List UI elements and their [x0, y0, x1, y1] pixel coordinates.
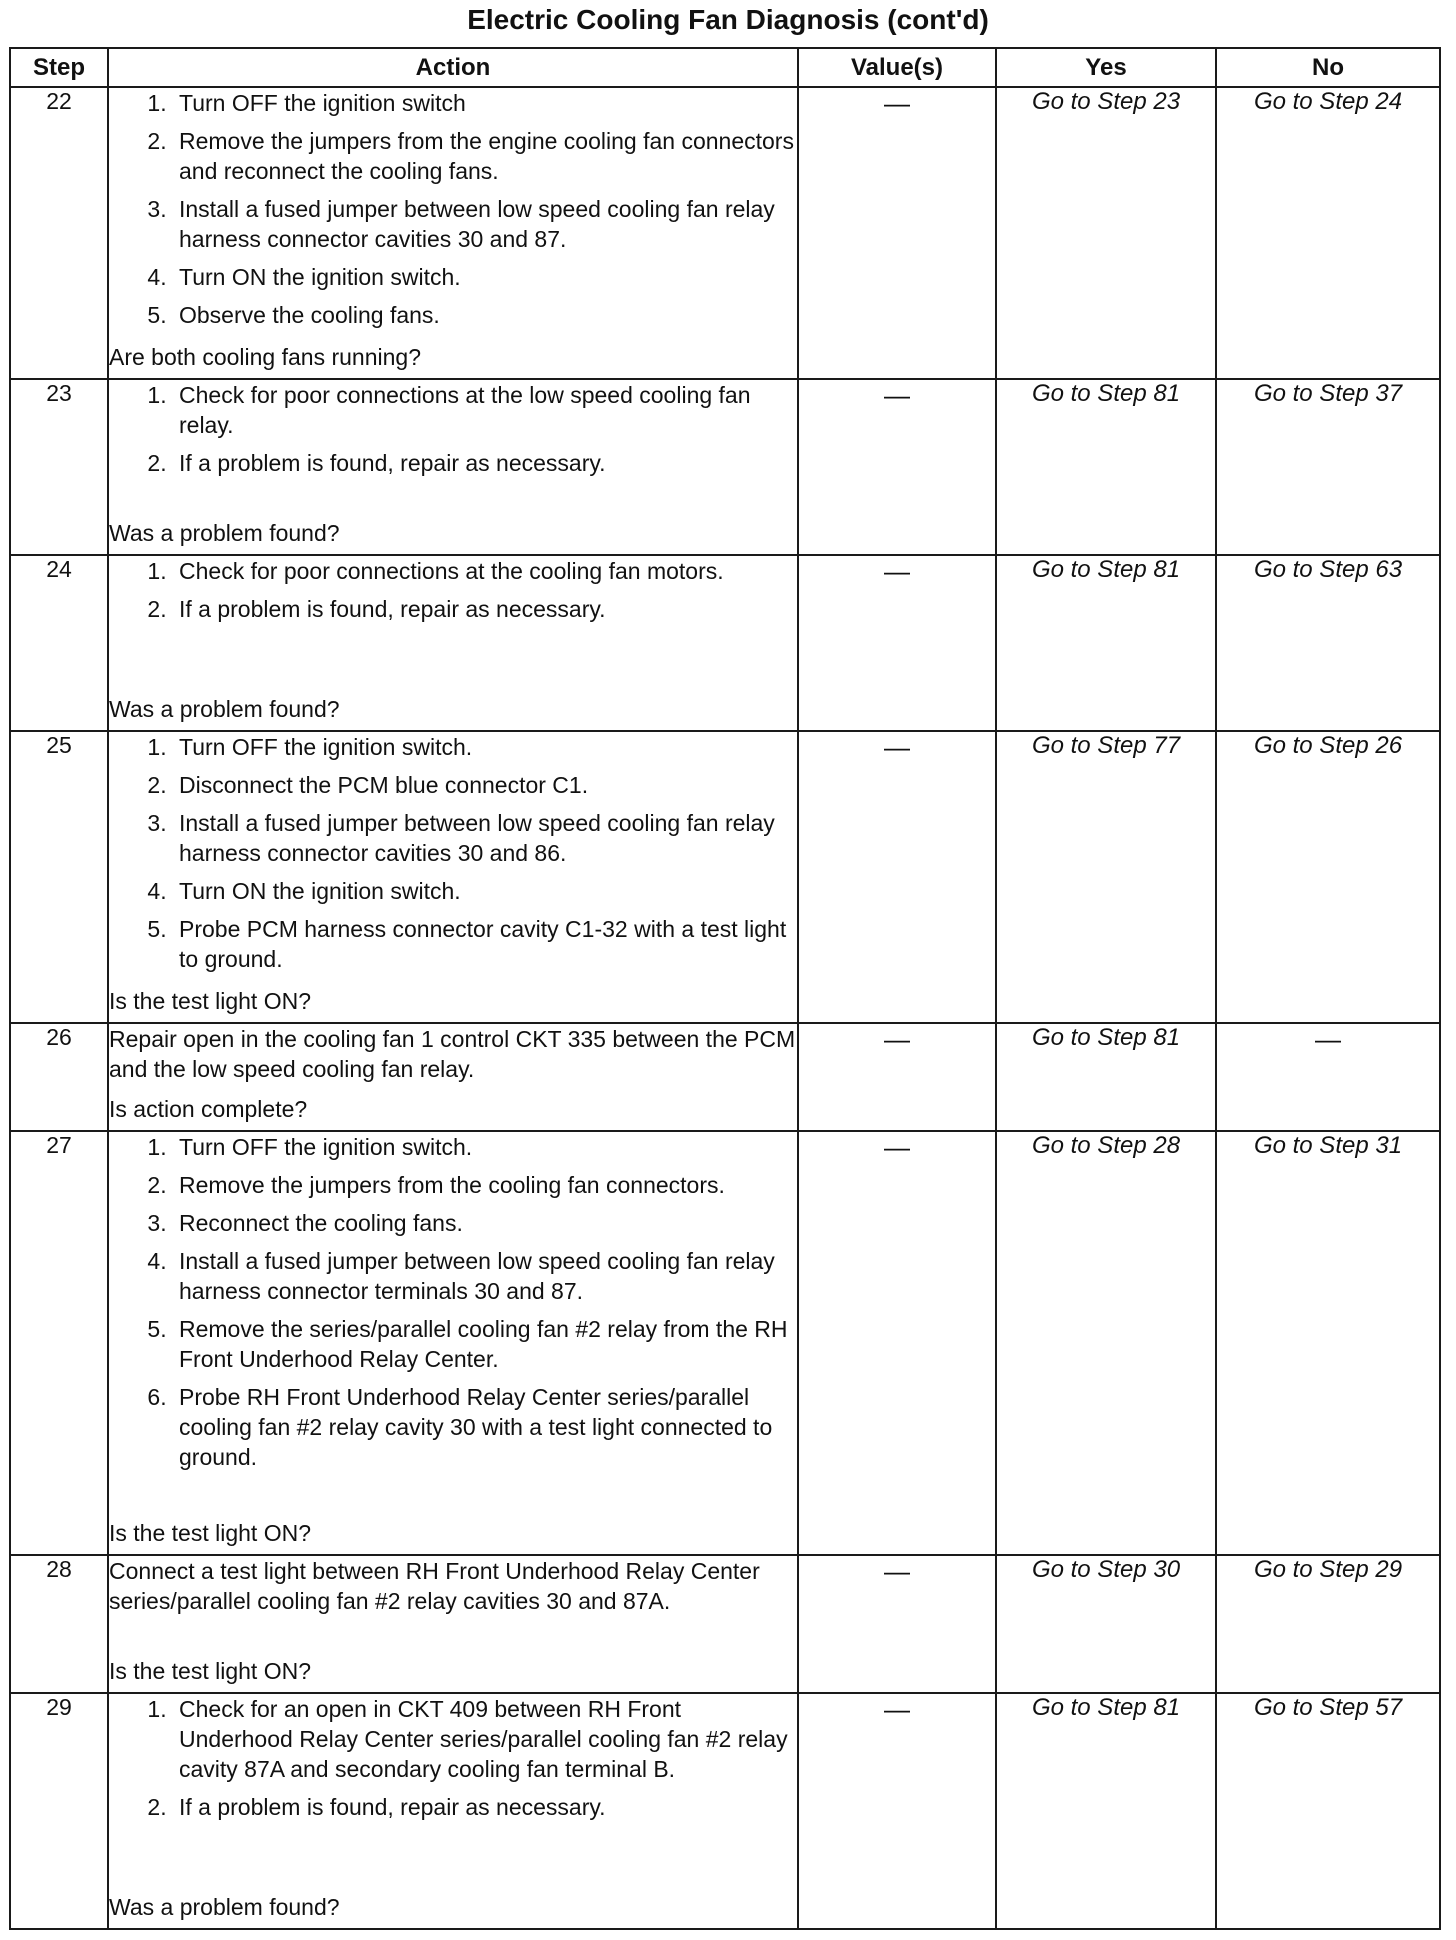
- action-list: [109, 88, 797, 330]
- action-item: 6. Probe RH Front Underhood Relay Center series/parallel cooling fan #2 relay cavity 30 with a test light connected to ground.: [173, 1382, 797, 1472]
- action-text: Repair open in the cooling fan 1 control CKT 335 between the PCM and the low speed cooling fan relay.: [109, 1026, 796, 1082]
- action-item: 2. If a problem is found, repair as necessary.: [173, 1792, 797, 1822]
- page-title: Electric Cooling Fan Diagnosis (cont'd): [467, 4, 989, 35]
- action-item: 1. Check for poor connections at the cooling fan motors.: [173, 556, 797, 586]
- action-question: Is action complete?: [109, 1096, 308, 1122]
- action-question: Are both cooling fans running?: [109, 344, 421, 370]
- step-number: 29: [10, 1693, 108, 1929]
- value-cell: —: [798, 731, 996, 1023]
- action-cell: [108, 87, 798, 379]
- yes-cell: Go to Step 81: [996, 379, 1216, 555]
- action-item: 5. Observe the cooling fans.: [173, 300, 797, 330]
- step-number: 24: [10, 555, 108, 731]
- step-number: 27: [10, 1131, 108, 1555]
- table-row: [10, 731, 1440, 1023]
- value-cell: —: [798, 555, 996, 731]
- action-item: 1. Check for an open in CKT 409 between RH Front Underhood Relay Center series/parallel cooling fan #2 relay cavity 87A and secondary cooling fan terminal B.: [173, 1694, 797, 1784]
- yes-cell: Go to Step 28: [996, 1131, 1216, 1555]
- action-cell: [108, 1693, 798, 1929]
- action-item: 1. Check for poor connections at the low speed cooling fan relay.: [173, 380, 797, 440]
- yes-cell: Go to Step 81: [996, 555, 1216, 731]
- table-row: [10, 1693, 1440, 1929]
- no-cell: Go to Step 63: [1216, 555, 1440, 731]
- no-cell: Go to Step 26: [1216, 731, 1440, 1023]
- value-cell: —: [798, 87, 996, 379]
- action-question: Is the test light ON?: [109, 1520, 311, 1546]
- table-row: [10, 1131, 1440, 1555]
- header-action: Action: [108, 48, 798, 87]
- table-row: [10, 379, 1440, 555]
- action-cell: [108, 379, 798, 555]
- value-cell: —: [798, 1131, 996, 1555]
- action-item: 2. If a problem is found, repair as necessary.: [173, 594, 797, 624]
- table-row: [10, 1023, 1440, 1131]
- action-cell: [108, 1131, 798, 1555]
- action-item: 4. Turn ON the ignition switch.: [173, 876, 797, 906]
- no-cell: —: [1216, 1023, 1440, 1131]
- no-cell: Go to Step 57: [1216, 1693, 1440, 1929]
- no-cell: Go to Step 29: [1216, 1555, 1440, 1693]
- action-item: 2. Disconnect the PCM blue connector C1.: [173, 770, 797, 800]
- action-item: 5. Remove the series/parallel cooling fan #2 relay from the RH Front Underhood Relay Center.: [173, 1314, 797, 1374]
- action-item: 2. Remove the jumpers from the cooling fan connectors.: [173, 1170, 797, 1200]
- action-cell: [108, 1023, 798, 1131]
- no-cell: Go to Step 37: [1216, 379, 1440, 555]
- action-list: [109, 1132, 797, 1472]
- action-list: [109, 1694, 797, 1822]
- action-item: 1. Turn OFF the ignition switch.: [173, 732, 797, 762]
- action-list: [109, 556, 797, 624]
- no-cell: Go to Step 24: [1216, 87, 1440, 379]
- header-step: Step: [10, 48, 108, 87]
- value-cell: —: [798, 379, 996, 555]
- step-number: 22: [10, 87, 108, 379]
- action-question: Is the test light ON?: [109, 1658, 311, 1684]
- table-row: [10, 555, 1440, 731]
- action-list: [109, 732, 797, 974]
- action-item: 3. Install a fused jumper between low speed cooling fan relay harness connector cavities 30 and 86.: [173, 808, 797, 868]
- action-text: Connect a test light between RH Front Underhood Relay Center series/parallel cooling fan #2 relay cavities 30 and 87A.: [109, 1558, 760, 1614]
- header-row: [10, 48, 1440, 87]
- action-question: Was a problem found?: [109, 1894, 340, 1920]
- action-question: Was a problem found?: [109, 696, 340, 722]
- action-cell: [108, 555, 798, 731]
- value-cell: —: [798, 1555, 996, 1693]
- action-list: [109, 380, 797, 478]
- table-row: [10, 1555, 1440, 1693]
- header-values: Value(s): [798, 48, 996, 87]
- yes-cell: Go to Step 23: [996, 87, 1216, 379]
- action-cell: [108, 1555, 798, 1693]
- action-item: 2. Remove the jumpers from the engine cooling fan connectors and reconnect the cooling fans.: [173, 126, 797, 186]
- action-question: Was a problem found?: [109, 520, 340, 546]
- action-item: 1. Turn OFF the ignition switch.: [173, 1132, 797, 1162]
- action-item: 5. Probe PCM harness connector cavity C1-32 with a test light to ground.: [173, 914, 797, 974]
- no-cell: Go to Step 31: [1216, 1131, 1440, 1555]
- header-no: No: [1216, 48, 1440, 87]
- step-number: 28: [10, 1555, 108, 1693]
- table-row: [10, 87, 1440, 379]
- yes-cell: Go to Step 30: [996, 1555, 1216, 1693]
- step-number: 26: [10, 1023, 108, 1131]
- yes-cell: Go to Step 81: [996, 1693, 1216, 1929]
- action-item: 2. If a problem is found, repair as necessary.: [173, 448, 797, 478]
- action-item: 4. Turn ON the ignition switch.: [173, 262, 797, 292]
- header-yes: Yes: [996, 48, 1216, 87]
- action-cell: [108, 731, 798, 1023]
- action-item: 3. Install a fused jumper between low speed cooling fan relay harness connector cavities 30 and 87.: [173, 194, 797, 254]
- value-cell: —: [798, 1023, 996, 1131]
- value-cell: —: [798, 1693, 996, 1929]
- diagnosis-table: [9, 47, 1441, 1930]
- yes-cell: Go to Step 77: [996, 731, 1216, 1023]
- step-number: 25: [10, 731, 108, 1023]
- action-item: 4. Install a fused jumper between low speed cooling fan relay harness connector terminals 30 and 87.: [173, 1246, 797, 1306]
- step-number: 23: [10, 379, 108, 555]
- yes-cell: Go to Step 81: [996, 1023, 1216, 1131]
- action-item: 3. Reconnect the cooling fans.: [173, 1208, 797, 1238]
- action-item: 1. Turn OFF the ignition switch: [173, 88, 797, 118]
- action-question: Is the test light ON?: [109, 988, 311, 1014]
